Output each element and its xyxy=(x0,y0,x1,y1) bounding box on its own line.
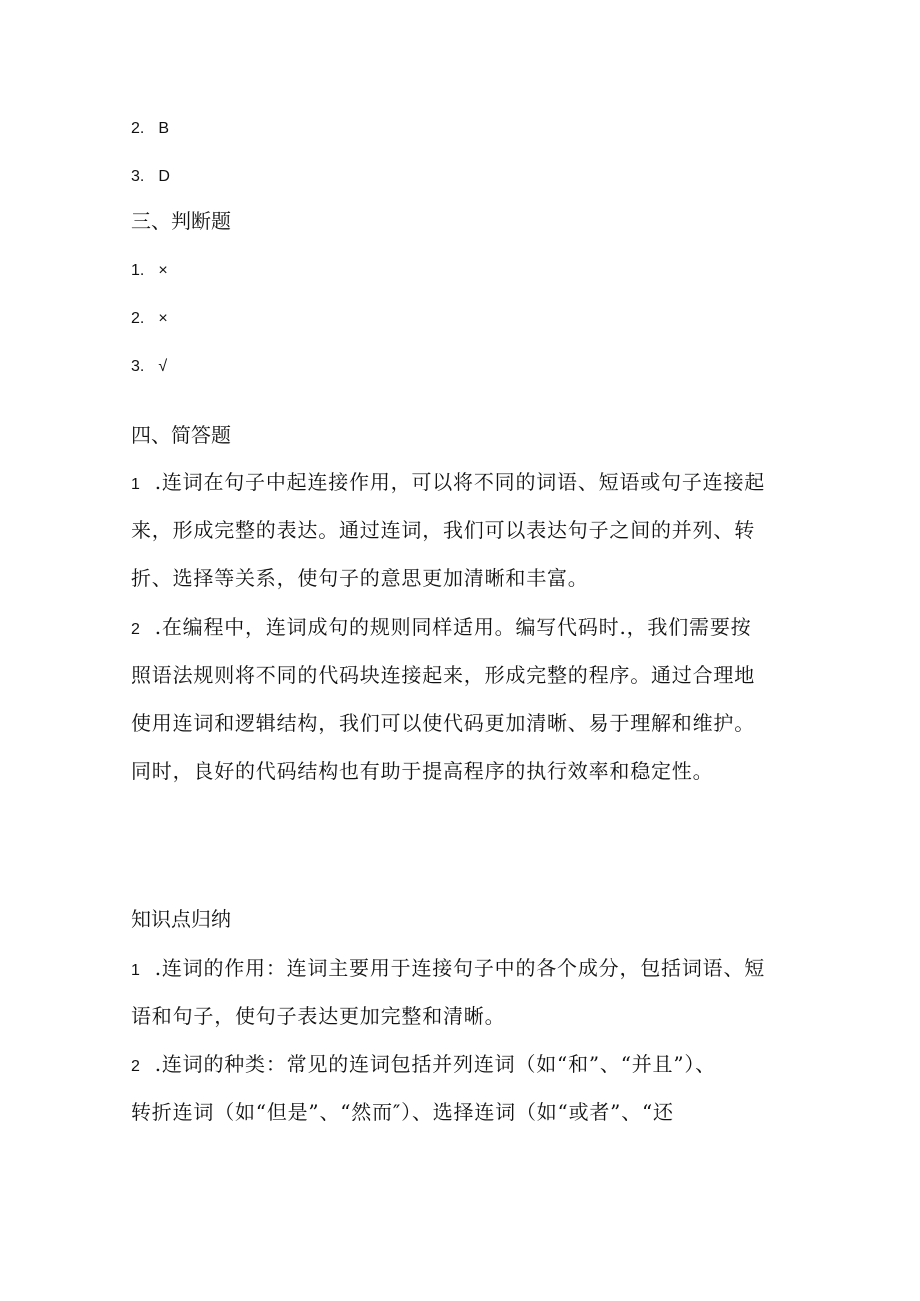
answer-item xyxy=(131,258,168,282)
paragraph-line: 同时，良好的代码结构也有助于提高程序的执行效率和稳定性。 xyxy=(131,759,714,783)
answer-number: 2. xyxy=(131,310,145,327)
paragraph-line xyxy=(131,616,751,641)
answer-value: × xyxy=(158,310,168,327)
section-heading-short-answer: 四、简答题 xyxy=(131,423,231,447)
answer-item xyxy=(131,306,168,330)
paragraph-line: 语和句子，使句子表达更加完整和清晰。 xyxy=(131,1004,506,1028)
answer-number: 3. xyxy=(131,358,145,375)
paragraph-text: .连词的作用：连词主要用于连接句子中的各个成分，包括词语、短 xyxy=(154,956,766,980)
item-number: 1 xyxy=(131,962,141,979)
paragraph-text: .在编程中，连词成句的规则同样适用。编写代码时.，我们需要按 xyxy=(154,615,752,639)
item-number: 2 xyxy=(131,1058,141,1075)
answer-item xyxy=(131,164,170,188)
paragraph-line: 转折连词（如“但是”、“然而″）、选择连词（如“或者”、“还 xyxy=(131,1100,674,1124)
answer-number: 1. xyxy=(131,262,145,279)
item-number: 1 xyxy=(131,476,141,493)
paragraph-line: 来，形成完整的表达。通过连词，我们可以表达句子之间的并列、转 xyxy=(131,518,755,542)
section-heading-knowledge: 知识点归纳 xyxy=(131,907,231,931)
paragraph-text: .连词在句子中起连接作用，可以将不同的词语、短语或句子连接起 xyxy=(154,470,766,494)
answer-value: D xyxy=(158,168,170,185)
answer-value: √ xyxy=(158,358,168,375)
answer-value: B xyxy=(158,120,170,137)
answer-item xyxy=(131,116,169,140)
paragraph-line: 使用连词和逻辑结构，我们可以使代码更加清晰、易于理解和维护。 xyxy=(131,711,755,735)
paragraph-text: .连词的种类：常见的连词包括并列连词（如“和”、“并且”）、 xyxy=(154,1052,716,1076)
answer-item xyxy=(131,354,167,378)
section-heading-judgement: 三、判断题 xyxy=(131,209,231,233)
answer-value: × xyxy=(158,262,168,279)
paragraph-line xyxy=(131,471,765,496)
paragraph-line xyxy=(131,1053,716,1078)
answer-number: 3. xyxy=(131,168,145,185)
paragraph-line: 折、选择等关系，使句子的意思更加清晰和丰富。 xyxy=(131,566,589,590)
answer-number: 2. xyxy=(131,120,145,137)
paragraph-line: 照语法规则将不同的代码块连接起来，形成完整的程序。通过合理地 xyxy=(131,663,755,687)
item-number: 2 xyxy=(131,621,141,638)
paragraph-line xyxy=(131,957,765,982)
